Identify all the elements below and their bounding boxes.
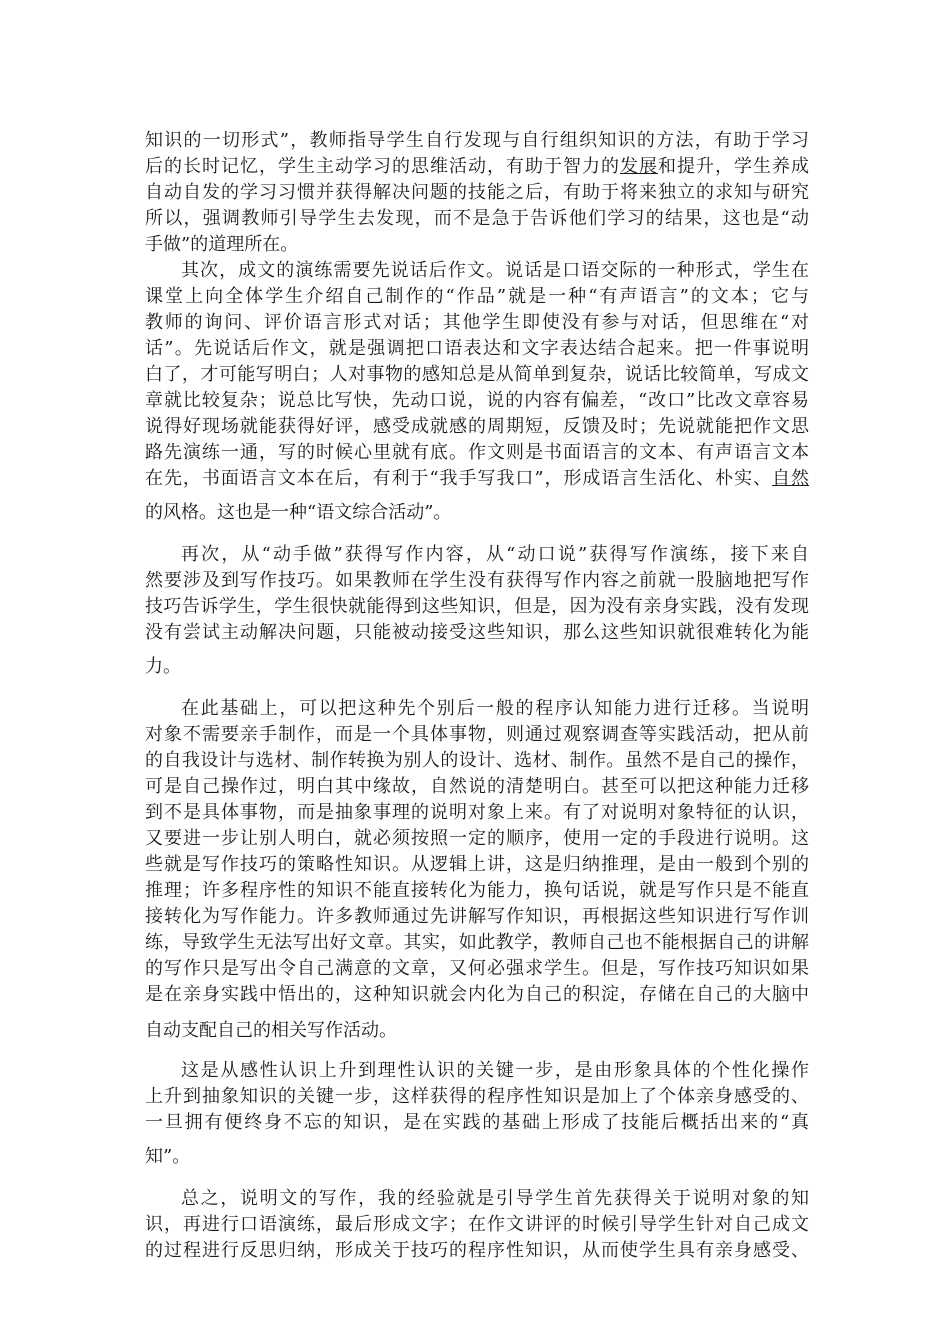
text-line: 没有尝试主动解决问题，只能被动接受这些知识，那么这些知识就很难转化为能	[145, 622, 809, 643]
underlined-link-text[interactable]: 发展	[620, 156, 658, 177]
text-line: 教师的询问、评价语言形式对话；其他学生即使没有参与对话，但思维在“对	[145, 312, 809, 333]
text-line	[145, 466, 809, 492]
text-line: 话”。先说话后作文，就是强调把口语表达和文字表达结合起来。把一件事说明	[145, 338, 809, 359]
text-line: 课堂上向全体学生介绍自己制作的“作品”就是一种“有声语言”的文本；它与	[145, 286, 809, 307]
text-line: 技巧告诉学生，学生很快就能得到这些知识，但是，因为没有亲身实践，没有发现	[145, 596, 809, 617]
text-line: 然要涉及到写作技巧。如果教师在学生没有获得写作内容之前就一股脑地把写作	[145, 570, 809, 591]
text-line: 可是自己操作过，明白其中缘故，自然说的清楚明白。甚至可以把这种能力迁移	[145, 776, 809, 797]
text-line: 在此基础上，可以把这种先个别后一般的程序认知能力进行迁移。当说明	[181, 698, 809, 719]
text-line: 对象不需要亲手制作，而是一个具体事物，则通过观察调查等实践活动，把从前	[145, 724, 809, 745]
text-segment: 在先，书面语言文本在后，有利于“我手写我口”，形成语言生活化、朴实、	[145, 468, 773, 489]
text-line: 所以，强调教师引导学生去发现，而不是急于告诉他们学习的结果，这也是“动	[145, 208, 809, 229]
text-line: 力。	[145, 656, 181, 677]
text-line: 识，再进行口语演练，最后形成文字；在作文讲评的时候引导学生针对自己成文	[145, 1214, 809, 1235]
text-line: 自动支配自己的相关写作活动。	[145, 1020, 397, 1041]
text-line: 接转化为写作能力。许多教师通过先讲解写作知识，再根据这些知识进行写作训	[145, 906, 809, 927]
text-segment: 后的长时记忆，学生主动学习的思维活动，有助于智力的	[145, 156, 620, 177]
text-line: 又要进一步让别人明白，就必须按照一定的顺序，使用一定的手段进行说明。这	[145, 828, 809, 849]
text-line: 这是从感性认识上升到理性认识的关键一步，是由形象具体的个性化操作	[181, 1060, 809, 1081]
text-line: 的过程进行反思归纳，形成关于技巧的程序性知识，从而使学生具有亲身感受、	[145, 1240, 809, 1261]
text-segment: 和提升，学生养成	[658, 156, 809, 177]
document-page	[145, 0, 809, 1344]
text-line: 章就比较复杂；说总比写快，先动口说，说的内容有偏差，“改口”比改文章容易	[145, 390, 809, 411]
text-line: 推理；许多程序性的知识不能直接转化为能力，换句话说，就是写作只是不能直	[145, 880, 809, 901]
text-line: 说得好现场就能获得好评，感受成就感的周期短，反馈及时；先说就能把作文思	[145, 416, 809, 437]
text-line: 总之，说明文的写作，我的经验就是引导学生首先获得关于说明对象的知	[181, 1188, 809, 1209]
text-line	[145, 154, 809, 180]
text-line: 知”。	[145, 1146, 191, 1167]
text-line: 练，导致学生无法写出好文章。其实，如此教学，教师自己也不能根据自己的讲解	[145, 932, 809, 953]
text-line: 一旦拥有便终身不忘的知识，是在实践的基础上形成了技能后概括出来的“真	[145, 1112, 809, 1133]
text-line: 是在亲身实践中悟出的，这种知识就会内化为自己的积淀，存储在自己的大脑中	[145, 984, 809, 1005]
text-line: 知识的一切形式”，教师指导学生自行发现与自行组织知识的方法，有助于学习	[145, 130, 809, 151]
text-line: 其次，成文的演练需要先说话后作文。说话是口语交际的一种形式，学生在	[181, 260, 809, 281]
text-line: 些就是写作技巧的策略性知识。从逻辑上讲，这是归纳推理，是由一般到个别的	[145, 854, 809, 875]
text-line: 的自我设计与选材、制作转换为别人的设计、选材、制作。虽然不是自己的操作，	[145, 750, 809, 771]
text-line: 到不是具体事物，而是抽象事理的说明对象上来。有了对说明对象特征的认识，	[145, 802, 809, 823]
text-line: 白了，才可能写明白；人对事物的感知总是从简单到复杂，说话比较简单，写成文	[145, 364, 809, 385]
text-line: 再次，从“动手做”获得写作内容，从“动口说”获得写作演练，接下来自	[181, 544, 809, 565]
text-line: 手做”的道理所在。	[145, 234, 299, 255]
text-line: 上升到抽象知识的关键一步，这样获得的程序性知识是加上了个体亲身感受的、	[145, 1086, 809, 1107]
text-line: 自动自发的学习习惯并获得解决问题的技能之后，有助于将来独立的求知与研究	[145, 182, 809, 203]
text-line: 的写作只是写出令自己满意的文章，又何必强求学生。但是，写作技巧知识如果	[145, 958, 809, 979]
text-line: 的风格。这也是一种“语文综合活动”。	[145, 502, 452, 523]
text-line: 路先演练一通，写的时候心里就有底。作文则是书面语言的文本、有声语言文本	[145, 442, 809, 463]
underlined-link-text[interactable]: 自然	[772, 468, 810, 489]
